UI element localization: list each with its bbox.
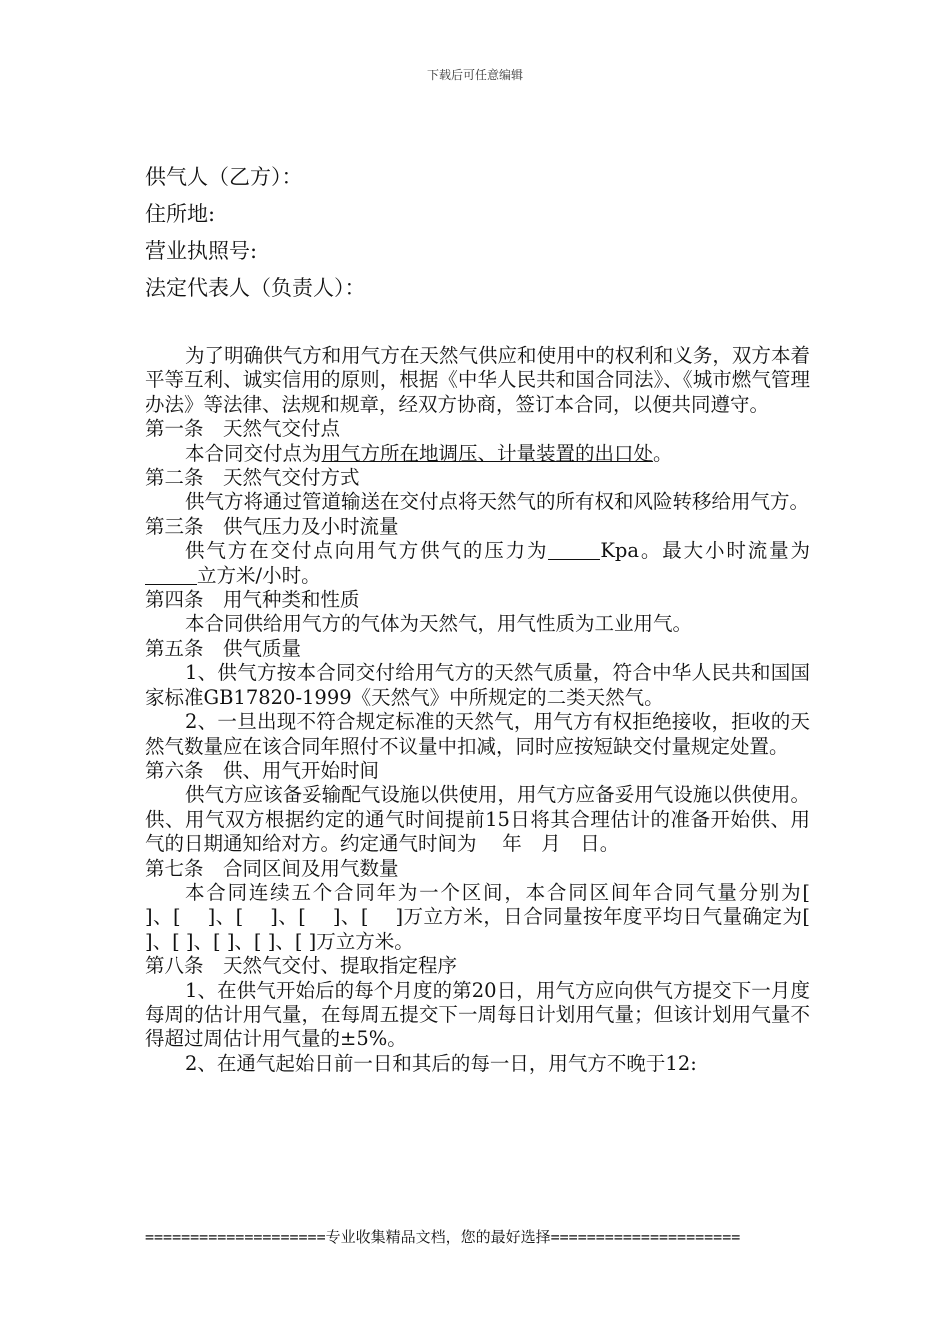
intro-paragraph: 为了明确供气方和用气方在天然气供应和使用中的权利和义务，双方本着平等互利、诚实信用的原则，根据《中华人民共和国合同法》、《城市燃气管理办法》等法律、法规和规章，经双方协商，签订本合同，以便共同遵守。 <box>145 344 810 416</box>
article-6-text: 供气方应该备妥输配气设施以供使用，用气方应备妥用气设施以供使用。供、用气双方根据约定的通气时间提前15日将其合理估计的准备开始供、用气的日期通知给对方。约定通气时间为 年 月 日。 <box>145 783 810 856</box>
supplier-label: 供气人（乙方）： <box>145 165 303 189</box>
business-license-label: 营业执照号: <box>145 239 258 263</box>
article-1-text: 本合同交付点为用气方所在地调压、计量装置的出口处。 <box>185 441 673 465</box>
article-6-title: 第六条 供、用气开始时间 <box>145 758 380 782</box>
article-4-text: 本合同供给用气方的气体为天然气，用气性质为工业用气。 <box>185 612 693 636</box>
delivery-point-underlined: 用气方所在地调压、计量装置的出口处 <box>321 441 654 465</box>
contract-body <box>145 344 836 1076</box>
article-4-title: 第四条 用气种类和性质 <box>145 588 360 612</box>
article-2-text: 供气方将通过管道输送在交付点将天然气的所有权和风险转移给用气方。 <box>185 490 810 514</box>
article-5-item-2: 2、一旦出现不符合规定标准的天然气，用气方有权拒绝接收，拒收的天然气数量应在该合同年照付不议量中扣减，同时应按短缺交付量规定处置。 <box>145 710 810 758</box>
article-3-title: 第三条 供气压力及小时流量 <box>145 514 399 538</box>
page-header-note: 下载后可任意编辑 <box>426 68 523 82</box>
article-2-title: 第二条 天然气交付方式 <box>145 466 360 490</box>
article-8-item-2: 2、在通气起始日前一日和其后的每一日，用气方不晚于12: <box>185 1051 697 1075</box>
article-5-title: 第五条 供气质量 <box>145 636 302 660</box>
article-7-title: 第七条 合同区间及用气数量 <box>145 856 399 880</box>
legal-representative-label: 法定代表人（负责人）： <box>145 276 366 300</box>
article-5-item-1: 1、供气方按本合同交付给用气方的天然气质量，符合中华人民共和国国家标准GB17820-1999《天然气》中所规定的二类天然气。 <box>145 661 810 709</box>
article-1-title: 第一条 天然气交付点 <box>145 417 341 441</box>
article-3-text: 供气方在交付点向用气方供气的压力为 Kpa。最大小时流量为立方米/小时。 <box>145 539 810 588</box>
article-7-text: 本合同连续五个合同年为一个区间，本合同区间年合同气量分别为[ ]、[ ]、[ ]、[ ]、[ ]万立方米，日合同量按年度平均日气量确定为[ ]、[ ]、[ ]、[ ]、[ ]万立方米。 <box>145 880 836 953</box>
page-footer-banner: ====================专业收集精品文档，您的最好选择===================== <box>145 1228 741 1246</box>
address-label: 住所地: <box>145 202 216 226</box>
article-8-item-1: 1、在供气开始后的每个月度的第20日，用气方应向供气方提交下一月度每周的估计用气量，在每周五提交下一周每日计划用气量；但该计划用气量不得超过周估计用气量的±5%。 <box>145 978 810 1051</box>
pressure-blank <box>548 540 600 561</box>
flow-blank <box>145 564 197 585</box>
article-8-title: 第八条 天然气交付、提取指定程序 <box>145 954 458 978</box>
